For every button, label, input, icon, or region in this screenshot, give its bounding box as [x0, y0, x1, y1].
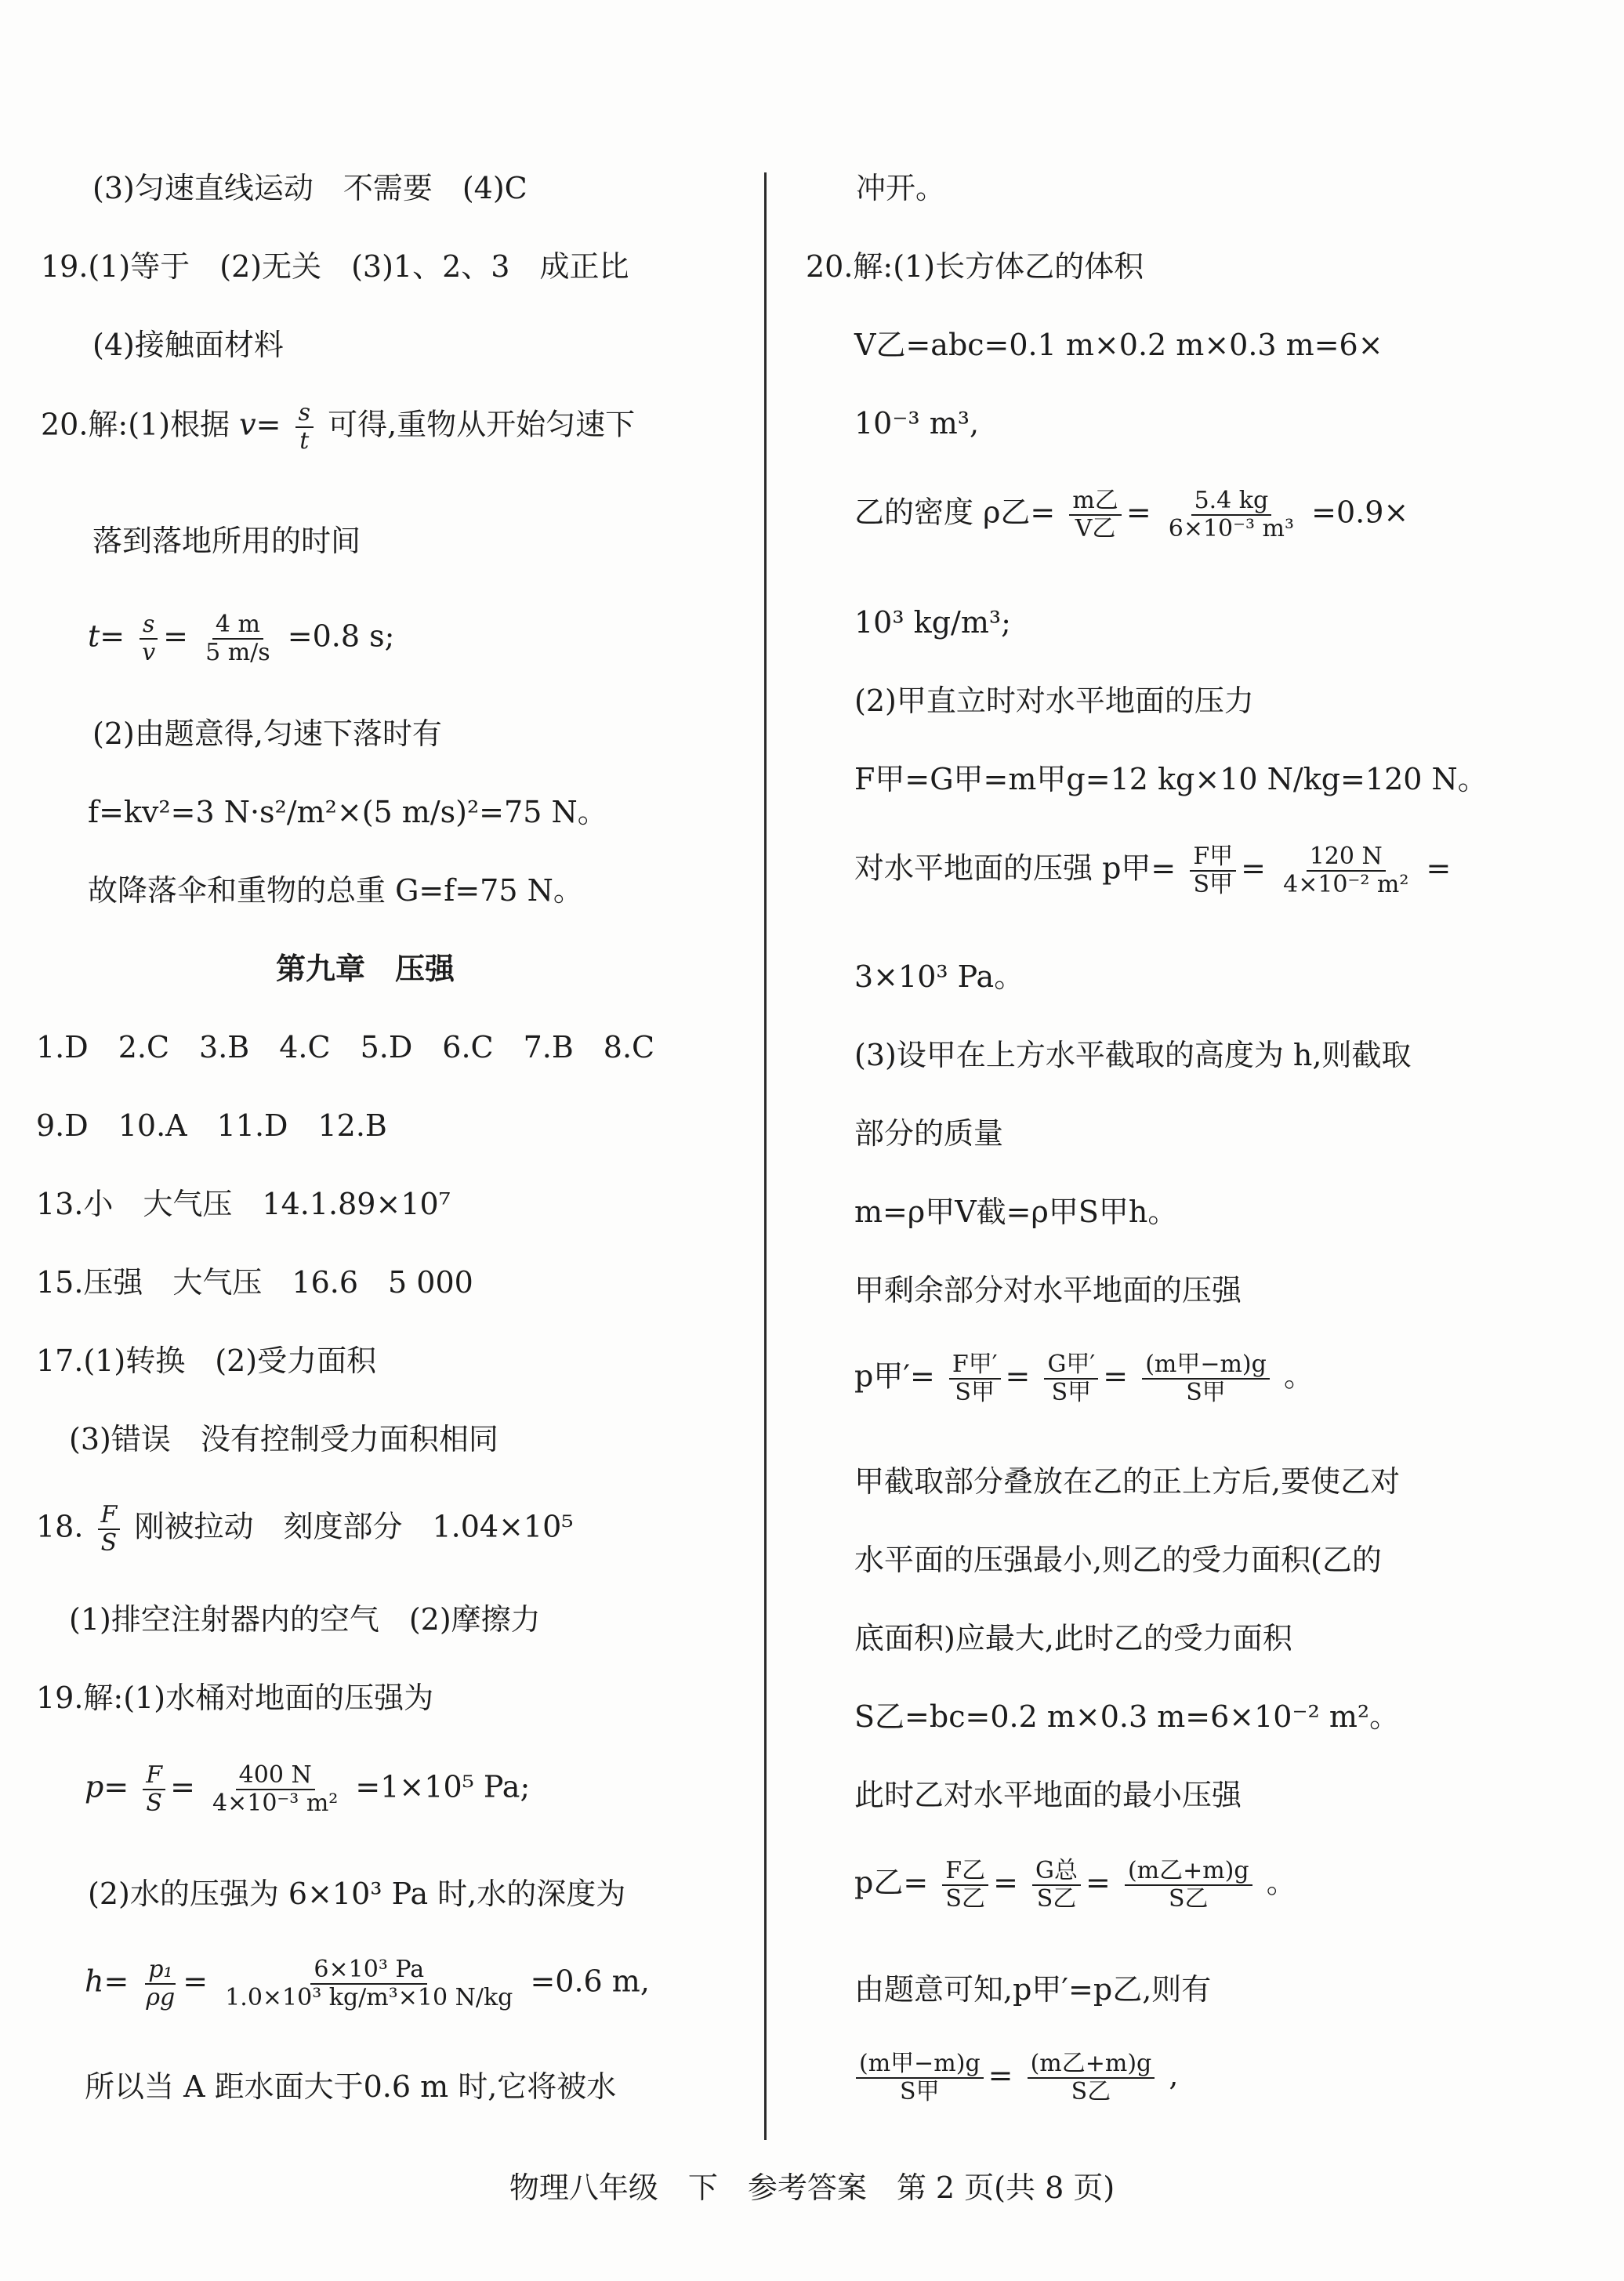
density-cont: 10³ kg/m³;: [854, 605, 1011, 640]
volume-formula-cont: 10⁻³ m³,: [854, 406, 980, 441]
fraction: $\frac{\text{F乙}}{\text{S乙}}$: [942, 1858, 988, 1913]
column-divider: [764, 172, 767, 2140]
min-pressure-text: 此时乙对水平地面的最小压强: [854, 1778, 1242, 1812]
q15-q16: 15.压强 大气压 16.6 5 000: [36, 1265, 473, 1300]
fraction: $\frac{\text{(m甲−m)g}}{\text{S甲}}$: [856, 2051, 984, 2105]
equality-formula: $\frac{\text{(m甲−m)g}}{\text{S甲}}$ = $\frac{\text{(m乙+m)g}}{\text{S乙}}$ ,: [851, 2051, 1178, 2105]
mc-answers-2: 9.D 10.A 11.D 12.B: [36, 1108, 387, 1143]
fraction: $\frac{\text{F甲′}}{\text{S甲}}$: [949, 1351, 1001, 1406]
q20-force-formula: f=kv²=3 N·s²/m²×(5 m/s)²=75 N。: [88, 795, 607, 829]
fraction: $\frac{\text{F甲}}{\text{S甲}}$: [1190, 843, 1236, 898]
fraction: $\frac{\text{(m甲−m)g}}{\text{S甲}}$: [1142, 1351, 1270, 1406]
chapter-title: 第九章 压强: [276, 952, 455, 986]
r-q20-part3b: 部分的质量: [854, 1116, 1004, 1151]
fraction: $\frac{\text{p₁}}{\rho g}$: [146, 1956, 176, 2011]
q18-part3: (3)匀速直线运动 不需要 (4)C: [92, 171, 527, 205]
continuation: 冲开。: [856, 171, 946, 205]
q20-line2: 落到落地所用的时间: [92, 524, 361, 558]
r-q20-part2: (2)甲直立时对水平地面的压力: [854, 684, 1254, 718]
force-formula: F甲=G甲=m甲g=12 kg×10 N/kg=120 N。: [854, 762, 1488, 796]
stack-text-1: 甲截取部分叠放在乙的正上方后,要使乙对: [854, 1464, 1401, 1499]
fraction-s-over-t: $\frac{s}{t}$: [295, 400, 314, 455]
fraction: $\frac{\text{6×10³ Pa}}{\text{1.0×10³ kg/m³×10 N/kg}}$: [225, 1956, 513, 2011]
q18-sub: (1)排空注射器内的空气 (2)摩擦力: [69, 1602, 541, 1637]
stack-text-2: 水平面的压强最小,则乙的受力面积(乙的: [854, 1543, 1382, 1577]
q18-line: 18. $\frac{F}{S}$ 刚被拉动 刻度部分 1.04×10⁵: [36, 1501, 574, 1557]
density-formula: 乙的密度 ρ乙= $\frac{\text{m乙}}{\text{V乙}}$ = $\frac{5.4 kg}{\text{6×10⁻³ m³}}$ =0.9×: [854, 487, 1409, 542]
min-pressure-formula: p乙= $\frac{\text{F乙}}{\text{S乙}}$ = $\frac{\text{G总}}{\text{S乙}}$ = $\frac{\text{(m乙+m)g}}{\text{S乙}}$ 。: [854, 1857, 1296, 1913]
q17-line2: (3)错误 没有控制受力面积相同: [69, 1422, 498, 1456]
remaining-pressure-text: 甲剩余部分对水平地面的压强: [854, 1273, 1242, 1307]
q19b-end: 所以当 A 距水面大于0.6 m 时,它将被水: [85, 2069, 617, 2104]
fraction: $\frac{120 N}{\text{4×10⁻² m²}}$: [1283, 843, 1409, 898]
pressure-cont: 3×10³ Pa。: [854, 959, 1024, 994]
mass-formula: m=ρ甲V截=ρ甲S甲h。: [854, 1195, 1178, 1229]
q19-line1: 19.(1)等于 (2)无关 (3)1、2、3 成正比: [41, 249, 629, 284]
fraction: $\frac{400 N}{\text{4×10⁻³ m²}}$: [212, 1761, 339, 1817]
q20-intro: 20.解:(1)根据 v= $\frac{s}{t}$ 可得,重物从开始匀速下: [41, 399, 636, 455]
fraction: $\frac{s}{v}$: [139, 611, 158, 666]
fraction: $\frac{\text{(m乙+m)g}}{\text{S乙}}$: [1028, 2051, 1155, 2105]
fraction: $\frac{4 m}{5 m/s}$: [205, 611, 270, 666]
q19b-line2: (2)水的压强为 6×10³ Pa 时,水的深度为: [88, 1877, 626, 1911]
q20-part2: (2)由题意得,匀速下落时有: [92, 716, 442, 751]
q19b-line1: 19.解:(1)水桶对地面的压强为: [36, 1681, 434, 1715]
q20-time-formula: t= $\frac{s}{v}$ = $\frac{4 m}{5 m/s}$ =0.8 s;: [88, 611, 395, 666]
pressure-formula: 对水平地面的压强 p甲= $\frac{\text{F甲}}{\text{S甲}}$ = $\frac{120 N}{\text{4×10⁻² m²}}$ =: [854, 843, 1452, 898]
q19b-pressure-formula: p= $\frac{F}{S}$ = $\frac{400 N}{\text{4×10⁻³ m²}}$ =1×10⁵ Pa;: [85, 1761, 531, 1817]
q19-line2: (4)接触面材料: [92, 328, 284, 362]
r-q20-line1: 20.解:(1)长方体乙的体积: [806, 249, 1144, 284]
fraction: $\frac{\text{(m乙+m)g}}{\text{S乙}}$: [1125, 1858, 1252, 1913]
stack-text-3: 底面积)应最大,此时乙的受力面积: [854, 1621, 1292, 1655]
fraction: $\frac{\text{G总}}{\text{S乙}}$: [1032, 1858, 1081, 1913]
q20-conclusion: 故降落伞和重物的总重 G=f=75 N。: [88, 873, 583, 908]
fraction: $\frac{F}{S}$: [143, 1762, 165, 1817]
q17-line1: 17.(1)转换 (2)受力面积: [36, 1344, 377, 1378]
remaining-pressure-formula: p甲′= $\frac{\text{F甲′}}{\text{S甲}}$ = $\frac{\text{G甲′}}{\text{S甲}}$ = $\frac{\text{(m甲−m)g}}{\text{S甲}}$ 。: [854, 1351, 1314, 1406]
r-q20-part3a: (3)设甲在上方水平截取的高度为 h,则截取: [854, 1038, 1412, 1072]
q19b-depth-formula: h= $\frac{\text{p₁}}{\rho g}$ = $\frac{\text{6×10³ Pa}}{\text{1.0×10³ kg/m³×10 N/kg}}$ =0.6 m,: [85, 1956, 650, 2011]
area-formula: S乙=bc=0.2 m×0.3 m=6×10⁻² m²。: [854, 1699, 1400, 1734]
page-footer: 物理八年级 下 参考答案 第 2 页(共 8 页): [509, 2170, 1115, 2205]
mc-answers-1: 1.D 2.C 3.B 4.C 5.D 6.C 7.B 8.C: [36, 1030, 655, 1064]
fraction: $\frac{\text{G甲′}}{\text{S甲}}$: [1044, 1351, 1098, 1406]
fraction: $\frac{5.4 kg}{\text{6×10⁻³ m³}}$: [1168, 487, 1295, 542]
equality-text: 由题意可知,p甲′=p乙,则有: [854, 1972, 1212, 2007]
q13-q14: 13.小 大气压 14.1.89×10⁷: [36, 1187, 451, 1221]
fraction-f-over-s: $\frac{F}{S}$: [98, 1502, 121, 1557]
fraction: $\frac{\text{m乙}}{\text{V乙}}$: [1069, 488, 1121, 542]
volume-formula: V乙=abc=0.1 m×0.2 m×0.3 m=6×: [854, 328, 1383, 362]
